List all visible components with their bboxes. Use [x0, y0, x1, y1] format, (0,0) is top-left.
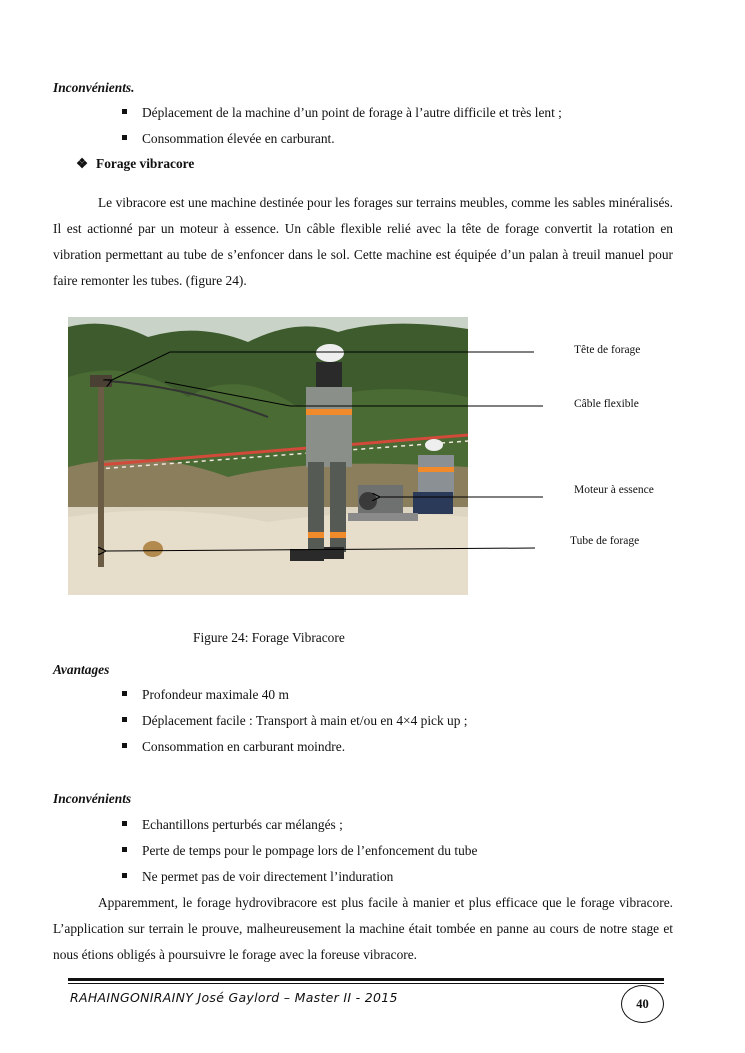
bullet-icon	[122, 743, 127, 748]
list-item	[122, 739, 345, 755]
leader-tete-de-forage	[112, 352, 534, 380]
label-moteur-a-essence: Moteur à essence	[574, 484, 654, 496]
section-heading-inconvenients: Inconvénients.	[53, 80, 135, 95]
bullet-icon	[122, 847, 127, 852]
section-heading-inconvenients-2: Inconvénients	[53, 791, 132, 806]
list-item-text: Déplacement de la machine d’un point de forage à l’autre difficile et très lent ;	[142, 105, 562, 120]
bullet-icon	[122, 821, 127, 826]
list-item-text: Ne permet pas de voir directement l’induration	[142, 869, 394, 884]
list-item	[122, 843, 477, 859]
leader-tube-de-forage	[106, 548, 535, 551]
figure-caption: Figure 24: Forage Vibracore	[193, 630, 345, 645]
list-item	[122, 713, 468, 729]
footer-author: RAHAINGONIRAINY José Gaylord – Master II - 2015	[70, 990, 398, 1005]
diamond-bullet-icon: ❖	[76, 156, 89, 171]
subheading-text: Forage vibracore	[96, 156, 195, 171]
label-tete-de-forage: Tête de forage	[574, 344, 641, 356]
list-item-text: Echantillons perturbés car mélangés ;	[142, 817, 343, 832]
list-item-text: Perte de temps pour le pompage lors de l’enfoncement du tube	[142, 843, 478, 858]
list-item-text: Consommation élevée en carburant.	[142, 131, 335, 146]
list-item-text: Déplacement facile : Transport à main et/ou en 4×4 pick up ;	[142, 713, 468, 728]
paragraph-vibracore: Le vibracore est une machine destinée pour les forages sur terrains meubles, comme les sables minéralisés. Il est actionné par un moteur à essence. Un câble flexible relié avec la tête de forage convertit la rotation en vibration permettant au tube de s’enfoncer dans le sol. Cette machine est équipée d’un palan à treuil manuel pour faire remonter les tubes. (figure 24).	[53, 195, 673, 288]
footer-rule-thin	[68, 983, 664, 984]
page-number: 40	[621, 985, 664, 1023]
bullet-icon	[122, 691, 127, 696]
section-heading-avantages: Avantages	[53, 662, 110, 677]
list-item	[122, 869, 393, 885]
list-item	[122, 687, 289, 703]
label-cable-flexible: Câble flexible	[574, 398, 639, 410]
list-item	[122, 817, 343, 833]
footer-rule	[68, 978, 664, 981]
label-tube-de-forage: Tube de forage	[570, 535, 640, 547]
bullet-icon	[122, 717, 127, 722]
paragraph-hydrovibracore: Apparemment, le forage hydrovibracore est plus facile à manier et plus efficace que le forage vibracore. L’application sur terrain le prouve, malheureusement la machine était tombée en panne au cours de notre stage et nous étions obligés à poursuivre le forage avec la foreuse vibracore.	[53, 895, 673, 962]
list-item-text: Consommation en carburant moindre.	[142, 739, 346, 754]
bullet-icon	[122, 873, 127, 878]
leader-cable-flexible	[165, 382, 543, 406]
list-item-text: Profondeur maximale 40 m	[142, 687, 289, 702]
